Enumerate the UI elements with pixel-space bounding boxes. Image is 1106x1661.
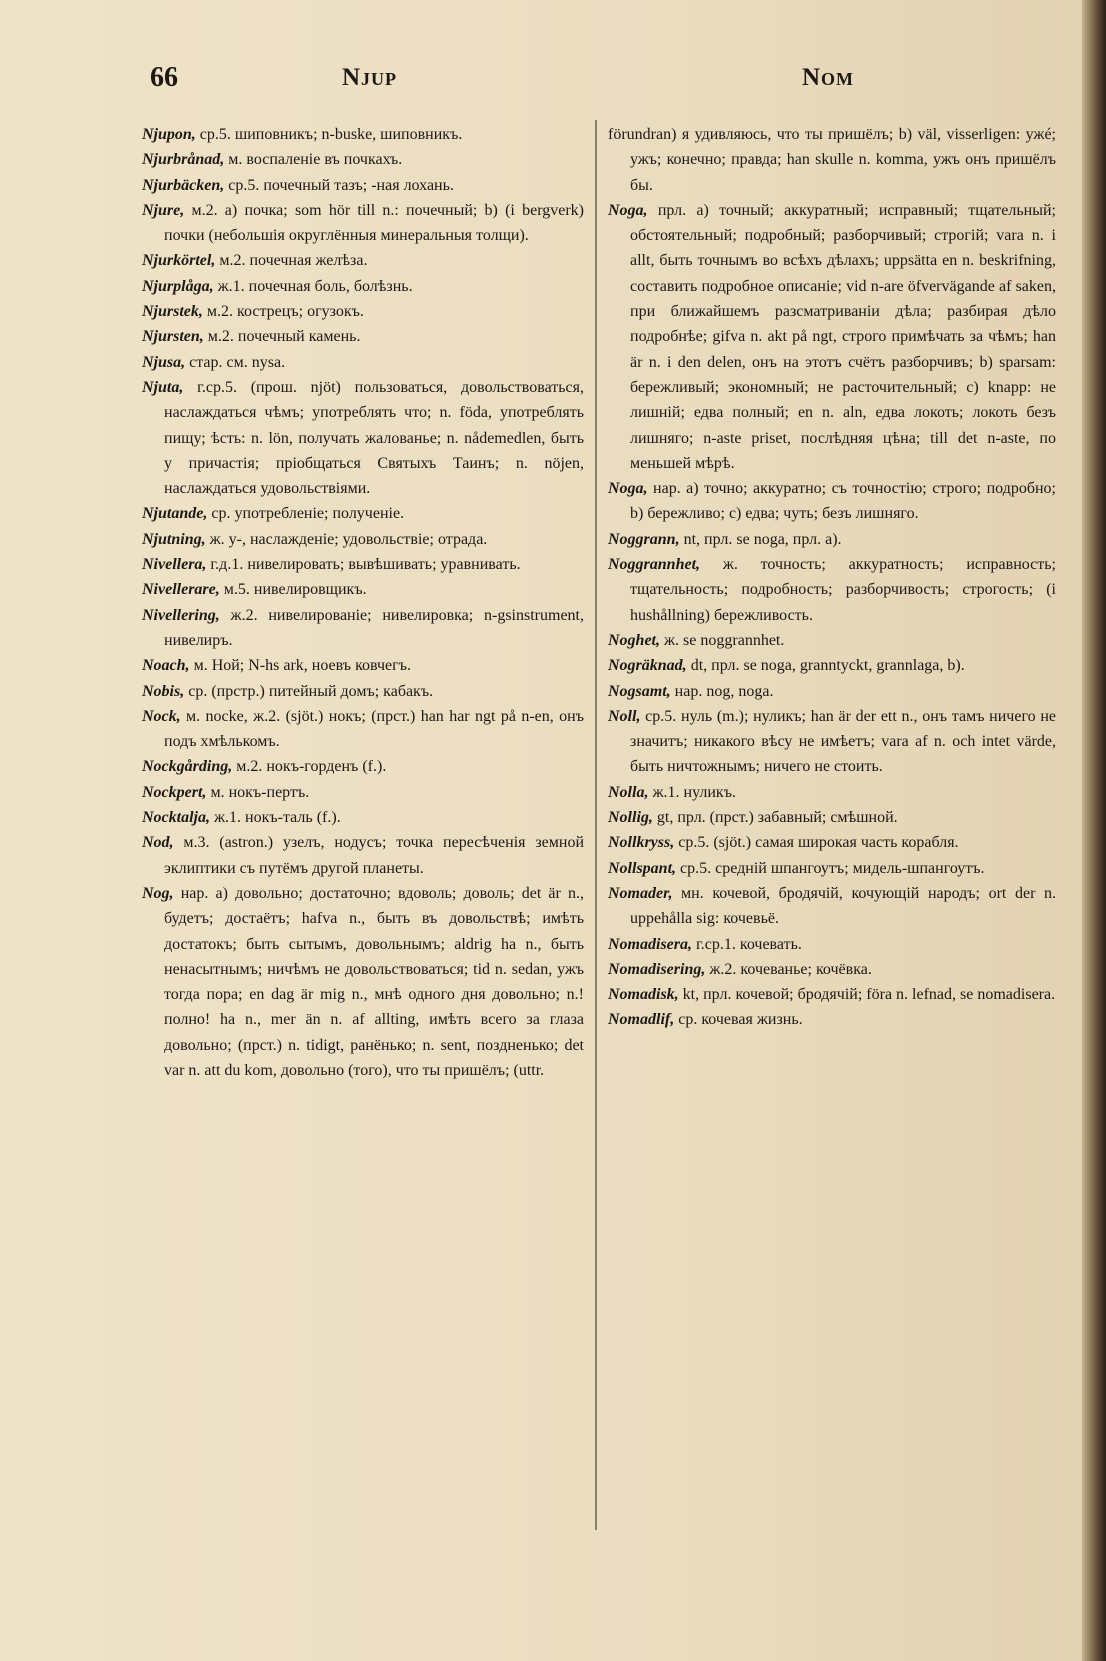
entry-definition: ср. (прстр.) питейный домъ; кабакъ. bbox=[184, 682, 434, 700]
entry-headword: Nomader, bbox=[608, 884, 673, 902]
entry-headword: Noach, bbox=[142, 657, 190, 675]
entry-headword: Noggrannhet, bbox=[608, 556, 701, 574]
dictionary-entry bbox=[142, 805, 584, 830]
dictionary-entry bbox=[608, 957, 1056, 982]
dictionary-entry bbox=[142, 653, 584, 678]
dictionary-entry bbox=[608, 527, 1056, 552]
entry-definition: ср.5. средній шпангоутъ; мидель-шпангоутъ. bbox=[676, 859, 985, 877]
book-spine-shadow bbox=[1082, 0, 1106, 1661]
entry-headword: Nollig, bbox=[608, 809, 653, 827]
entry-definition: м.2. почечный камень. bbox=[203, 328, 361, 346]
entry-definition: нар. а) довольно; достаточно; вдоволь; доволь; det är n., будетъ; достаётъ; hafva n., быть въ довольствѣ; имѣть достатокъ; быть сытымъ, довольнымъ; aldrig ha n., быть ненасытнымъ; ничѣмъ не довольствоваться; tid n. sedan, ужъ тогда пора; en dag är mig n., мнѣ одного дня довольно; n.! полно! ha n., mer än n. af allting, имѣть всего за глаза довольно; (прст.) n. tidigt, ранёнько; n. sent, поздненько; det var n. att du kom, довольно (того), что ты пришёлъ; (uttr. bbox=[164, 884, 584, 1079]
entry-definition: ср.5. почечный тазъ; -ная лохань. bbox=[224, 176, 454, 194]
entry-headword: Nollspant, bbox=[608, 859, 677, 877]
entry-headword: Njuta, bbox=[142, 378, 184, 396]
dictionary-entry bbox=[142, 198, 584, 249]
entry-definition: г.ср.1. кочевать. bbox=[692, 935, 802, 953]
entry-headword: Nomadisk, bbox=[608, 986, 679, 1004]
entry-definition: ж. se noggrannhet. bbox=[660, 631, 785, 649]
dictionary-entry bbox=[608, 476, 1056, 527]
entry-headword: Nockgårding, bbox=[142, 758, 233, 776]
entry-definition: ж. у-, наслажденіе; удовольствіе; отрада. bbox=[205, 530, 488, 548]
entry-definition: ср.5. нуль (m.); нуликъ; han är der ett n., онъ тамъ ничего не значитъ; никакого вѣсу не имѣетъ; vara af n. och intet värde, быть ничтожнымъ; ничего не стоить. bbox=[630, 707, 1056, 776]
dictionary-entry bbox=[142, 527, 584, 552]
dictionary-entry bbox=[142, 173, 584, 198]
entry-definition: ж.1. нуликъ. bbox=[648, 783, 736, 801]
dictionary-entry bbox=[608, 830, 1056, 855]
entry-headword: Njurplåga, bbox=[142, 277, 214, 295]
entry-definition: ср.5. (sjöt.) самая широкая часть корабля. bbox=[674, 834, 959, 852]
entry-definition: прл. а) точный; аккуратный; исправный; тщательный; обстоятельный; подробный; разборчивый; строгій; vara n. i allt, быть точнымъ во всѣхъ дѣлахъ; uppsätta en n. beskrifning, составить подробное описаніе; vid n-are öfvervägande af saken, при ближайшемъ разсматриваніи дѣла; разбирая дѣло подробнѣе; gifva n. akt på ngt, строго примѣчать за чѣмъ; han är n. i den delen, онъ на этотъ счётъ разборчивъ; b) sparsam: бережливый; экономный; не расточительный; c) knapp: не лишній; едва полный; en n. aln, едва локоть; локоть безъ лишняго; n-aste priset, послѣдняя цѣна; till det n-aste, по меньшей мѣрѣ. bbox=[630, 201, 1056, 472]
entry-definition: нар. nog, noga. bbox=[670, 682, 774, 700]
entry-definition: м.2. нокъ-горденъ (f.). bbox=[232, 758, 387, 776]
entry-definition: м. nocke, ж.2. (sjöt.) нокъ; (прст.) han har ngt på n-en, онъ подъ хмѣлькомъ. bbox=[164, 707, 584, 751]
page-number: 66 bbox=[150, 62, 178, 93]
entry-definition: gt, прл. (прст.) забавный; смѣшной. bbox=[652, 809, 898, 827]
dictionary-entry bbox=[608, 805, 1056, 830]
column-divider bbox=[595, 120, 597, 1530]
entry-definition: ср. кочевая жизнь. bbox=[674, 1011, 803, 1029]
dictionary-entry bbox=[142, 754, 584, 779]
entry-headword: Nivellering, bbox=[142, 606, 220, 624]
entry-definition: ж. точность; аккуратность; исправность; тщательность; подробность; разборчивость; строгость; (i hushållning) бережливость. bbox=[630, 556, 1056, 624]
dictionary-entry bbox=[142, 299, 584, 324]
dictionary-entry bbox=[142, 248, 584, 273]
entry-definition: dt, прл. se noga, granntyckt, grannlaga, b). bbox=[686, 657, 965, 675]
entry-headword: Njurbäcken, bbox=[142, 176, 225, 194]
dictionary-entry bbox=[608, 653, 1056, 678]
entry-headword: Nogsamt, bbox=[608, 682, 671, 700]
entry-headword: Njusa, bbox=[142, 353, 186, 371]
entry-headword: Nocktalja, bbox=[142, 809, 210, 827]
entry-headword: Njutning, bbox=[142, 530, 206, 548]
entry-definition: м.5. нивелировщикъ. bbox=[219, 581, 367, 599]
dictionary-entry bbox=[142, 881, 584, 1083]
dictionary-entry bbox=[608, 856, 1056, 881]
entry-headword: Nivellerare, bbox=[142, 581, 220, 599]
entry-definition: ж.1. нокъ-таль (f.). bbox=[210, 809, 341, 827]
dictionary-entry bbox=[608, 1007, 1056, 1032]
entry-headword: Nivellera, bbox=[142, 556, 207, 574]
entry-definition: г.ср.5. (прош. njöt) пользоваться, довольствоваться, наслаждаться чѣмъ; употреблять что; n. föda, употреблять пищу; ѣсть: n. lön, получать жалованье; n. nådemedlen, быть у причастія; пріобщаться Святыхъ Таинъ; n. nöjen, наслаждаться удовольствіями. bbox=[164, 378, 584, 498]
entry-definition: ср. употребленіе; полученіе. bbox=[207, 505, 405, 523]
entry-definition: м. воспаленіе въ почкахъ. bbox=[224, 151, 403, 169]
entry-headword: Nomadlif, bbox=[608, 1011, 675, 1029]
dictionary-entry bbox=[608, 198, 1056, 476]
entry-headword: Nomadisera, bbox=[608, 935, 692, 953]
entry-headword: Noggrann, bbox=[608, 530, 680, 548]
page-header bbox=[150, 62, 910, 112]
dictionary-entry bbox=[608, 780, 1056, 805]
entry-definition: м.2. а) почка; som hör till n.: почечный; b) (i bergverk) почки (небольшія округлённыя минеральныя толщи). bbox=[164, 201, 584, 245]
entry-definition: м.2. кострецъ; огузокъ. bbox=[202, 303, 364, 321]
entry-definition: м. Ной; N-hs ark, ноевъ ковчегъ. bbox=[189, 657, 411, 675]
dictionary-entry bbox=[142, 147, 584, 172]
entry-definition: kt, прл. кочевой; бродячій; föra n. lefnad, se nomadisera. bbox=[678, 986, 1056, 1004]
dictionary-entry bbox=[608, 704, 1056, 780]
entry-headword: Njurstek, bbox=[142, 303, 203, 321]
entry-headword: Njurbrånad, bbox=[142, 151, 225, 169]
dictionary-entry bbox=[142, 603, 584, 654]
entry-definition: м.2. почечная желѣза. bbox=[215, 252, 368, 270]
entry-headword: Njure, bbox=[142, 201, 185, 219]
entry-definition: мн. кочевой, бродячій, кочующій народъ; ort der n. uppehålla sig: кочевьё. bbox=[630, 884, 1056, 928]
entry-definition: м. нокъ-пертъ. bbox=[206, 783, 310, 801]
dictionary-entry bbox=[608, 679, 1056, 704]
dictionary-entry bbox=[142, 324, 584, 349]
entry-headword: Nock, bbox=[142, 707, 181, 725]
entry-headword: Noga, bbox=[608, 201, 648, 219]
guide-word-left: Njup bbox=[342, 64, 398, 91]
dictionary-entry bbox=[608, 881, 1056, 932]
entry-definition: ср.5. шиповникъ; n-buske, шиповникъ. bbox=[195, 126, 463, 143]
entry-definition: förundran) я удивляюсь, что ты пришёлъ; b) väl, visserligen: ужé; ужъ; конечно; правда; han skulle n. komma, ужъ онъ пришёлъ бы. bbox=[608, 126, 1056, 194]
entry-headword: Noga, bbox=[608, 480, 648, 498]
dictionary-entry bbox=[608, 552, 1056, 628]
entry-definition: стар. см. nysa. bbox=[185, 353, 286, 371]
dictionary-entry bbox=[142, 122, 584, 147]
entry-headword: Nollkryss, bbox=[608, 834, 675, 852]
entry-definition: нар. а) точно; аккуратно; съ точностію; строго; подробно; b) бережливо; c) едва; чуть; безъ лишняго. bbox=[630, 480, 1056, 523]
entry-definition: ж.1. почечная боль, болѣзнь. bbox=[213, 277, 413, 295]
entry-headword: Njupon, bbox=[142, 126, 196, 143]
entry-definition: ж.2. нивелированіе; нивелировка; n-gsinstrument, нивелиръ. bbox=[164, 606, 584, 649]
dictionary-entry bbox=[142, 679, 584, 704]
entry-headword: Njursten, bbox=[142, 328, 204, 346]
entry-definition: ж.2. кочеванье; кочёвка. bbox=[705, 960, 872, 978]
guide-word-right: Nom bbox=[802, 64, 855, 91]
entry-headword: Noll, bbox=[608, 707, 641, 725]
dictionary-entry bbox=[142, 350, 584, 375]
entry-headword: Njurkörtel, bbox=[142, 252, 216, 270]
entry-headword: Nod, bbox=[142, 834, 174, 852]
entry-definition: г.д.1. нивелировать; вывѣшивать; уравнивать. bbox=[206, 556, 521, 574]
dictionary-entry bbox=[142, 274, 584, 299]
dictionary-entry bbox=[608, 628, 1056, 653]
right-column bbox=[608, 122, 1056, 1033]
entry-headword: Nomadisering, bbox=[608, 960, 706, 978]
dictionary-entry bbox=[142, 704, 584, 755]
entry-headword: Nogräknad, bbox=[608, 657, 687, 675]
entry-headword: Nolla, bbox=[608, 783, 649, 801]
dictionary-entry bbox=[608, 932, 1056, 957]
entry-headword: Nog, bbox=[142, 884, 174, 902]
entry-definition: м.3. (astron.) узелъ, нодусъ; точка пересѣченія земной эклиптики съ путёмъ другой планеты. bbox=[164, 834, 584, 877]
dictionary-entry bbox=[142, 780, 584, 805]
dictionary-entry bbox=[142, 577, 584, 602]
dictionary-entry bbox=[608, 122, 1056, 198]
dictionary-entry bbox=[142, 501, 584, 526]
dictionary-entry bbox=[142, 830, 584, 881]
entry-definition: nt, прл. se noga, прл. a). bbox=[679, 530, 842, 548]
entry-headword: Njutande, bbox=[142, 505, 208, 523]
entry-headword: Noghet, bbox=[608, 631, 660, 649]
left-column bbox=[142, 122, 584, 1083]
dictionary-entry bbox=[142, 552, 584, 577]
entry-headword: Nobis, bbox=[142, 682, 185, 700]
entry-headword: Nockpert, bbox=[142, 783, 207, 801]
dictionary-entry bbox=[608, 982, 1056, 1007]
dictionary-entry bbox=[142, 375, 584, 501]
